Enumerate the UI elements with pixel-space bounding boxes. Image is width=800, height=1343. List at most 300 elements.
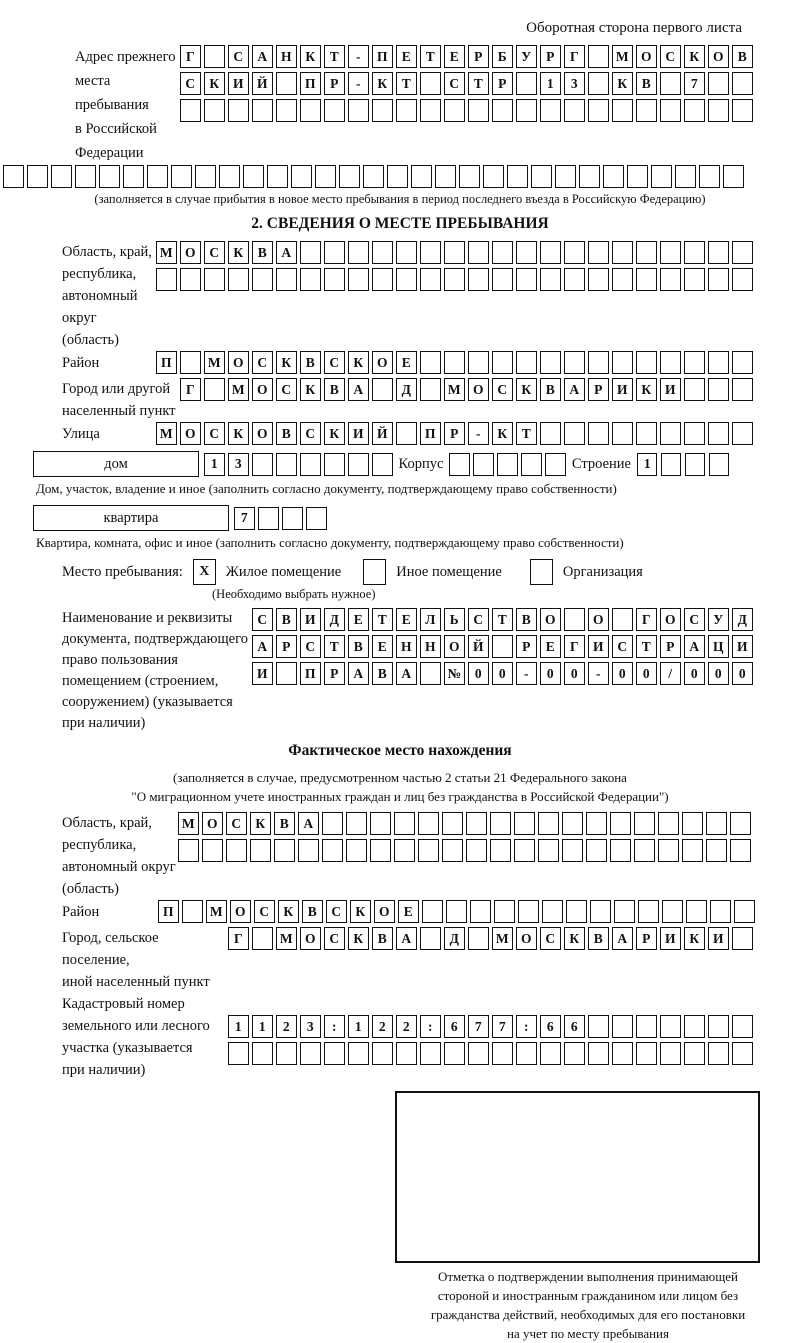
char-cell[interactable]: [449, 453, 470, 476]
char-cell[interactable]: Е: [372, 635, 393, 658]
char-cell[interactable]: [348, 241, 369, 264]
char-cell[interactable]: [734, 900, 755, 923]
char-cell[interactable]: 0: [612, 662, 633, 685]
char-cell[interactable]: [658, 812, 679, 835]
char-cell[interactable]: [300, 241, 321, 264]
char-cell[interactable]: [435, 165, 456, 188]
char-cell[interactable]: В: [372, 662, 393, 685]
char-cell[interactable]: В: [588, 927, 609, 950]
char-cell[interactable]: К: [612, 72, 633, 95]
char-cell[interactable]: [614, 900, 635, 923]
char-cell[interactable]: [732, 99, 753, 122]
char-cell[interactable]: [732, 1042, 753, 1065]
char-cell[interactable]: [444, 351, 465, 374]
char-cell[interactable]: И: [732, 635, 753, 658]
char-cell[interactable]: [396, 99, 417, 122]
char-cell[interactable]: [182, 900, 203, 923]
char-cell[interactable]: С: [326, 900, 347, 923]
char-cell[interactable]: [372, 268, 393, 291]
char-cell[interactable]: [180, 268, 201, 291]
char-cell[interactable]: [588, 268, 609, 291]
char-cell[interactable]: [588, 1015, 609, 1038]
char-cell[interactable]: У: [516, 45, 537, 68]
char-cell[interactable]: [243, 165, 264, 188]
char-cell[interactable]: [636, 1042, 657, 1065]
char-cell[interactable]: 0: [684, 662, 705, 685]
char-cell[interactable]: [3, 165, 24, 188]
char-cell[interactable]: С: [540, 927, 561, 950]
char-cell[interactable]: [339, 165, 360, 188]
char-cell[interactable]: [420, 351, 441, 374]
char-cell[interactable]: В: [276, 608, 297, 631]
char-cell[interactable]: [562, 839, 583, 862]
char-cell[interactable]: 0: [636, 662, 657, 685]
char-cell[interactable]: В: [252, 241, 273, 264]
char-cell[interactable]: [324, 1042, 345, 1065]
char-cell[interactable]: [204, 268, 225, 291]
char-cell[interactable]: [99, 165, 120, 188]
char-cell[interactable]: [514, 812, 535, 835]
char-cell[interactable]: А: [252, 45, 273, 68]
char-cell[interactable]: [300, 268, 321, 291]
char-cell[interactable]: К: [684, 927, 705, 950]
char-cell[interactable]: [636, 99, 657, 122]
char-cell[interactable]: [732, 378, 753, 401]
char-cell[interactable]: [514, 839, 535, 862]
char-cell[interactable]: [442, 812, 463, 835]
char-cell[interactable]: [636, 241, 657, 264]
char-cell[interactable]: [660, 1042, 681, 1065]
char-cell[interactable]: [444, 268, 465, 291]
char-cell[interactable]: О: [708, 45, 729, 68]
char-cell[interactable]: Т: [468, 72, 489, 95]
char-cell[interactable]: Г: [228, 927, 249, 950]
char-cell[interactable]: О: [588, 608, 609, 631]
char-cell[interactable]: [315, 165, 336, 188]
char-cell[interactable]: [420, 927, 441, 950]
char-cell[interactable]: А: [612, 927, 633, 950]
char-cell[interactable]: 0: [468, 662, 489, 685]
char-cell[interactable]: [586, 839, 607, 862]
char-cell[interactable]: 1: [252, 1015, 273, 1038]
char-cell[interactable]: [446, 900, 467, 923]
char-cell[interactable]: 0: [732, 662, 753, 685]
char-cell[interactable]: [660, 72, 681, 95]
char-cell[interactable]: [204, 99, 225, 122]
char-cell[interactable]: [490, 839, 511, 862]
char-cell[interactable]: [468, 351, 489, 374]
char-cell[interactable]: С: [180, 72, 201, 95]
char-cell[interactable]: [708, 99, 729, 122]
char-cell[interactable]: [612, 422, 633, 445]
char-cell[interactable]: [538, 812, 559, 835]
char-cell[interactable]: О: [372, 351, 393, 374]
char-cell[interactable]: 1: [204, 453, 225, 476]
char-cell[interactable]: О: [636, 45, 657, 68]
char-cell[interactable]: [387, 165, 408, 188]
char-cell[interactable]: А: [348, 662, 369, 685]
char-cell[interactable]: [531, 165, 552, 188]
char-cell[interactable]: [492, 351, 513, 374]
char-cell[interactable]: [708, 268, 729, 291]
char-cell[interactable]: [492, 1042, 513, 1065]
char-cell[interactable]: 3: [228, 453, 249, 476]
char-cell[interactable]: [444, 241, 465, 264]
char-cell[interactable]: Д: [444, 927, 465, 950]
char-cell[interactable]: К: [228, 241, 249, 264]
char-cell[interactable]: [346, 812, 367, 835]
char-cell[interactable]: К: [636, 378, 657, 401]
char-cell[interactable]: [732, 422, 753, 445]
char-cell[interactable]: [636, 1015, 657, 1038]
char-cell[interactable]: [684, 268, 705, 291]
char-cell[interactable]: [473, 453, 494, 476]
char-cell[interactable]: [252, 1042, 273, 1065]
char-cell[interactable]: [394, 839, 415, 862]
char-cell[interactable]: [538, 839, 559, 862]
char-cell[interactable]: [27, 165, 48, 188]
char-cell[interactable]: №: [444, 662, 465, 685]
char-cell[interactable]: 0: [564, 662, 585, 685]
char-cell[interactable]: И: [612, 378, 633, 401]
char-cell[interactable]: Е: [444, 45, 465, 68]
char-cell[interactable]: [709, 453, 730, 476]
char-cell[interactable]: Ц: [708, 635, 729, 658]
char-cell[interactable]: [322, 839, 343, 862]
char-cell[interactable]: 3: [564, 72, 585, 95]
char-cell[interactable]: [420, 72, 441, 95]
char-cell[interactable]: [682, 839, 703, 862]
char-cell[interactable]: [324, 268, 345, 291]
char-cell[interactable]: [219, 165, 240, 188]
char-cell[interactable]: [588, 351, 609, 374]
char-cell[interactable]: В: [732, 45, 753, 68]
char-cell[interactable]: [661, 453, 682, 476]
char-cell[interactable]: [730, 839, 751, 862]
char-cell[interactable]: О: [230, 900, 251, 923]
char-cell[interactable]: [636, 422, 657, 445]
char-cell[interactable]: И: [588, 635, 609, 658]
char-cell[interactable]: [708, 351, 729, 374]
char-cell[interactable]: [540, 99, 561, 122]
char-cell[interactable]: [682, 812, 703, 835]
char-cell[interactable]: [708, 241, 729, 264]
char-cell[interactable]: Д: [396, 378, 417, 401]
char-cell[interactable]: [636, 351, 657, 374]
char-cell[interactable]: И: [708, 927, 729, 950]
char-cell[interactable]: М: [178, 812, 199, 835]
char-cell[interactable]: [660, 351, 681, 374]
char-cell[interactable]: К: [250, 812, 271, 835]
char-cell[interactable]: К: [276, 351, 297, 374]
checkbox-other-premises[interactable]: [363, 559, 386, 585]
char-cell[interactable]: [324, 241, 345, 264]
char-cell[interactable]: [276, 662, 297, 685]
char-cell[interactable]: С: [252, 608, 273, 631]
char-cell[interactable]: О: [180, 422, 201, 445]
char-cell[interactable]: [468, 99, 489, 122]
char-cell[interactable]: [708, 1015, 729, 1038]
char-cell[interactable]: [468, 241, 489, 264]
char-cell[interactable]: С: [444, 72, 465, 95]
char-cell[interactable]: [564, 608, 585, 631]
char-cell[interactable]: [276, 453, 297, 476]
char-cell[interactable]: С: [324, 351, 345, 374]
char-cell[interactable]: [542, 900, 563, 923]
char-cell[interactable]: 7: [684, 72, 705, 95]
char-cell[interactable]: [444, 1042, 465, 1065]
char-cell[interactable]: [492, 241, 513, 264]
char-cell[interactable]: [540, 1042, 561, 1065]
char-cell[interactable]: 1: [348, 1015, 369, 1038]
char-cell[interactable]: [545, 453, 566, 476]
char-cell[interactable]: [420, 1042, 441, 1065]
char-cell[interactable]: [516, 72, 537, 95]
char-cell[interactable]: Е: [396, 45, 417, 68]
char-cell[interactable]: Н: [420, 635, 441, 658]
char-cell[interactable]: -: [588, 662, 609, 685]
char-cell[interactable]: [612, 608, 633, 631]
char-cell[interactable]: [298, 839, 319, 862]
char-cell[interactable]: [300, 453, 321, 476]
char-cell[interactable]: [612, 351, 633, 374]
char-cell[interactable]: [276, 268, 297, 291]
char-cell[interactable]: [732, 268, 753, 291]
char-cell[interactable]: [588, 45, 609, 68]
char-cell[interactable]: [276, 1042, 297, 1065]
char-cell[interactable]: [492, 268, 513, 291]
char-cell[interactable]: [267, 165, 288, 188]
char-cell[interactable]: О: [444, 635, 465, 658]
char-cell[interactable]: Т: [372, 608, 393, 631]
char-cell[interactable]: [228, 268, 249, 291]
char-cell[interactable]: :: [420, 1015, 441, 1038]
char-cell[interactable]: [699, 165, 720, 188]
char-cell[interactable]: Р: [660, 635, 681, 658]
char-cell[interactable]: [662, 900, 683, 923]
char-cell[interactable]: С: [276, 378, 297, 401]
char-cell[interactable]: [204, 378, 225, 401]
char-cell[interactable]: [420, 241, 441, 264]
char-cell[interactable]: [660, 422, 681, 445]
char-cell[interactable]: [566, 900, 587, 923]
char-cell[interactable]: [564, 241, 585, 264]
char-cell[interactable]: О: [468, 378, 489, 401]
char-cell[interactable]: М: [156, 241, 177, 264]
char-cell[interactable]: К: [348, 927, 369, 950]
char-cell[interactable]: С: [204, 241, 225, 264]
char-cell[interactable]: 3: [300, 1015, 321, 1038]
char-cell[interactable]: [204, 45, 225, 68]
char-cell[interactable]: [226, 839, 247, 862]
char-cell[interactable]: [490, 812, 511, 835]
char-cell[interactable]: А: [298, 812, 319, 835]
char-cell[interactable]: [658, 839, 679, 862]
char-cell[interactable]: И: [660, 927, 681, 950]
char-cell[interactable]: [348, 99, 369, 122]
char-cell[interactable]: [276, 99, 297, 122]
char-cell[interactable]: Д: [732, 608, 753, 631]
char-cell[interactable]: 1: [228, 1015, 249, 1038]
char-cell[interactable]: :: [516, 1015, 537, 1038]
char-cell[interactable]: [497, 453, 518, 476]
char-cell[interactable]: С: [324, 927, 345, 950]
char-cell[interactable]: [685, 453, 706, 476]
char-cell[interactable]: К: [350, 900, 371, 923]
char-cell[interactable]: [228, 1042, 249, 1065]
char-cell[interactable]: [507, 165, 528, 188]
char-cell[interactable]: О: [516, 927, 537, 950]
char-cell[interactable]: -: [348, 45, 369, 68]
char-cell[interactable]: [540, 422, 561, 445]
house-box[interactable]: дом: [33, 451, 199, 477]
char-cell[interactable]: [363, 165, 384, 188]
char-cell[interactable]: [612, 268, 633, 291]
char-cell[interactable]: Е: [348, 608, 369, 631]
char-cell[interactable]: И: [300, 608, 321, 631]
char-cell[interactable]: К: [228, 422, 249, 445]
char-cell[interactable]: В: [540, 378, 561, 401]
char-cell[interactable]: [180, 99, 201, 122]
char-cell[interactable]: В: [302, 900, 323, 923]
char-cell[interactable]: [348, 453, 369, 476]
char-cell[interactable]: [684, 378, 705, 401]
char-cell[interactable]: С: [252, 351, 273, 374]
char-cell[interactable]: [418, 839, 439, 862]
char-cell[interactable]: А: [252, 635, 273, 658]
char-cell[interactable]: Е: [398, 900, 419, 923]
char-cell[interactable]: [418, 812, 439, 835]
char-cell[interactable]: В: [276, 422, 297, 445]
char-cell[interactable]: [660, 1015, 681, 1038]
char-cell[interactable]: [540, 351, 561, 374]
char-cell[interactable]: Д: [324, 608, 345, 631]
char-cell[interactable]: [346, 839, 367, 862]
char-cell[interactable]: [147, 165, 168, 188]
char-cell[interactable]: [444, 99, 465, 122]
char-cell[interactable]: [228, 99, 249, 122]
char-cell[interactable]: С: [300, 422, 321, 445]
char-cell[interactable]: [723, 165, 744, 188]
char-cell[interactable]: [252, 268, 273, 291]
char-cell[interactable]: [492, 99, 513, 122]
char-cell[interactable]: [394, 812, 415, 835]
char-cell[interactable]: Т: [420, 45, 441, 68]
char-cell[interactable]: [579, 165, 600, 188]
char-cell[interactable]: К: [348, 351, 369, 374]
char-cell[interactable]: [710, 900, 731, 923]
char-cell[interactable]: [420, 268, 441, 291]
char-cell[interactable]: [612, 1015, 633, 1038]
char-cell[interactable]: [706, 839, 727, 862]
char-cell[interactable]: А: [396, 927, 417, 950]
apartment-box[interactable]: квартира: [33, 505, 229, 531]
char-cell[interactable]: К: [204, 72, 225, 95]
char-cell[interactable]: А: [348, 378, 369, 401]
char-cell[interactable]: [202, 839, 223, 862]
char-cell[interactable]: С: [226, 812, 247, 835]
char-cell[interactable]: П: [420, 422, 441, 445]
char-cell[interactable]: [686, 900, 707, 923]
char-cell[interactable]: [732, 72, 753, 95]
char-cell[interactable]: Г: [636, 608, 657, 631]
char-cell[interactable]: [372, 453, 393, 476]
char-cell[interactable]: 2: [396, 1015, 417, 1038]
char-cell[interactable]: П: [300, 662, 321, 685]
char-cell[interactable]: М: [276, 927, 297, 950]
char-cell[interactable]: [300, 99, 321, 122]
char-cell[interactable]: [555, 165, 576, 188]
char-cell[interactable]: [684, 99, 705, 122]
char-cell[interactable]: [521, 453, 542, 476]
char-cell[interactable]: М: [156, 422, 177, 445]
char-cell[interactable]: [306, 507, 327, 530]
char-cell[interactable]: К: [492, 422, 513, 445]
char-cell[interactable]: [564, 351, 585, 374]
char-cell[interactable]: 6: [444, 1015, 465, 1038]
char-cell[interactable]: [291, 165, 312, 188]
char-cell[interactable]: [684, 1042, 705, 1065]
char-cell[interactable]: О: [180, 241, 201, 264]
char-cell[interactable]: [684, 241, 705, 264]
char-cell[interactable]: К: [278, 900, 299, 923]
char-cell[interactable]: [348, 268, 369, 291]
char-cell[interactable]: [372, 241, 393, 264]
char-cell[interactable]: 0: [540, 662, 561, 685]
char-cell[interactable]: Р: [516, 635, 537, 658]
char-cell[interactable]: [638, 900, 659, 923]
char-cell[interactable]: Г: [180, 45, 201, 68]
char-cell[interactable]: [483, 165, 504, 188]
char-cell[interactable]: -: [516, 662, 537, 685]
char-cell[interactable]: [636, 268, 657, 291]
char-cell[interactable]: Р: [540, 45, 561, 68]
char-cell[interactable]: [459, 165, 480, 188]
char-cell[interactable]: [300, 1042, 321, 1065]
char-cell[interactable]: С: [300, 635, 321, 658]
char-cell[interactable]: [396, 268, 417, 291]
char-cell[interactable]: А: [564, 378, 585, 401]
char-cell[interactable]: [590, 900, 611, 923]
char-cell[interactable]: [588, 99, 609, 122]
char-cell[interactable]: [588, 72, 609, 95]
char-cell[interactable]: 7: [234, 507, 255, 530]
char-cell[interactable]: :: [324, 1015, 345, 1038]
char-cell[interactable]: [492, 635, 513, 658]
char-cell[interactable]: К: [516, 378, 537, 401]
char-cell[interactable]: Е: [540, 635, 561, 658]
char-cell[interactable]: Р: [636, 927, 657, 950]
char-cell[interactable]: [612, 241, 633, 264]
char-cell[interactable]: 6: [564, 1015, 585, 1038]
char-cell[interactable]: В: [274, 812, 295, 835]
char-cell[interactable]: 1: [540, 72, 561, 95]
char-cell[interactable]: [466, 812, 487, 835]
char-cell[interactable]: М: [612, 45, 633, 68]
char-cell[interactable]: [396, 422, 417, 445]
char-cell[interactable]: [684, 1015, 705, 1038]
char-cell[interactable]: [603, 165, 624, 188]
char-cell[interactable]: С: [684, 608, 705, 631]
checkbox-organization[interactable]: [530, 559, 553, 585]
char-cell[interactable]: [276, 72, 297, 95]
char-cell[interactable]: [564, 1042, 585, 1065]
char-cell[interactable]: [588, 422, 609, 445]
char-cell[interactable]: [610, 839, 631, 862]
char-cell[interactable]: К: [372, 72, 393, 95]
char-cell[interactable]: [564, 268, 585, 291]
char-cell[interactable]: 2: [276, 1015, 297, 1038]
